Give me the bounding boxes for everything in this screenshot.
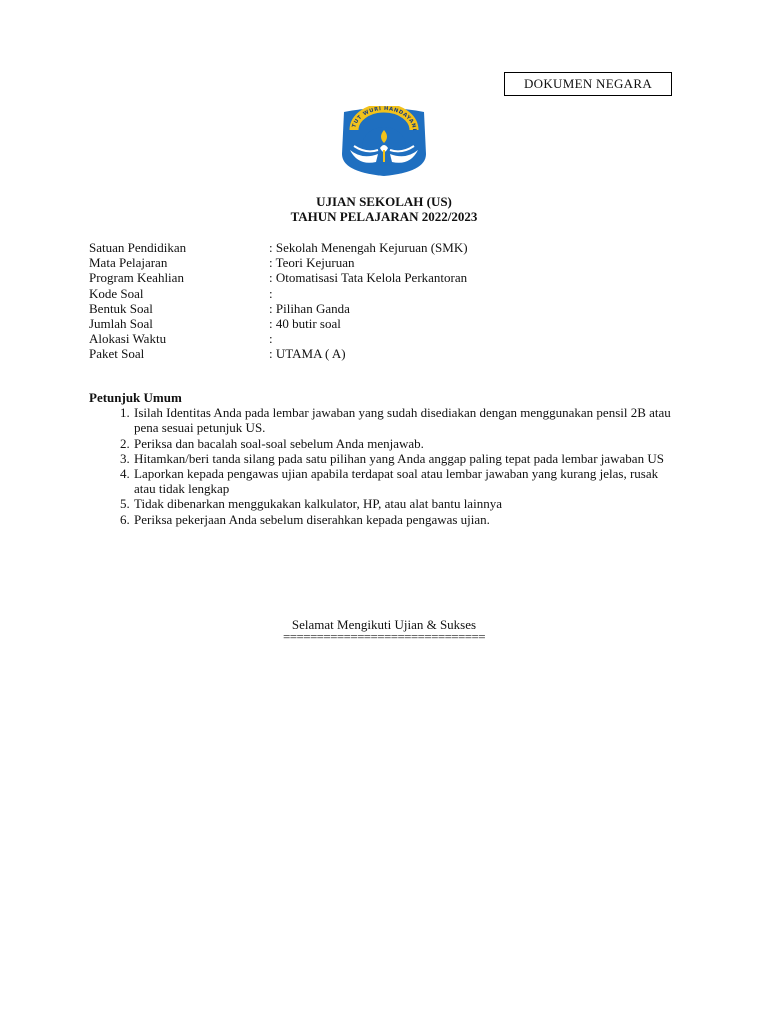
instructions-list <box>89 405 689 527</box>
item-number: 3. <box>120 450 130 466</box>
info-label: Bentuk Soal <box>89 300 153 316</box>
item-text: Isilah Identitas Anda pada lembar jawaban yang sudah disediakan dengan menggunakan pensil 2B atau pena sesuai petunjuk US. <box>134 405 671 436</box>
info-label: Jumlah Soal <box>89 315 153 331</box>
info-value: : Sekolah Menengah Kejuruan (SMK) <box>269 240 468 255</box>
item-number: 5. <box>120 496 130 512</box>
info-value: : Teori Kejuruan <box>269 255 355 271</box>
item-text: Periksa dan bacalah soal-soal sebelum Anda menjawab. <box>134 435 424 451</box>
instructions-heading: Petunjuk Umum <box>89 390 182 405</box>
item-number: 6. <box>120 511 130 527</box>
closing-rule: ============================== <box>283 629 485 644</box>
info-value: : 40 butir soal <box>269 315 341 331</box>
list-item <box>89 451 689 466</box>
list-item <box>89 512 689 527</box>
info-row-alokasi-waktu <box>89 331 468 346</box>
info-label: Mata Pelajaran <box>89 255 168 271</box>
document-classification-label: DOKUMEN NEGARA <box>504 72 672 96</box>
info-row-program-keahlian <box>89 270 468 285</box>
info-value: : Otomatisasi Tata Kelola Perkantoran <box>269 270 468 286</box>
info-value: : <box>269 285 273 301</box>
info-label: Program Keahlian <box>89 270 184 286</box>
item-number: 4. <box>120 466 130 482</box>
exam-title: UJIAN SEKOLAH (US) <box>316 194 452 209</box>
logo-motto: TUT WURI HANDAYANI <box>351 106 418 132</box>
academic-year-title: TAHUN PELAJARAN 2022/2023 <box>290 209 478 224</box>
exam-info-table <box>89 240 468 362</box>
info-row-satuan-pendidikan <box>89 240 468 255</box>
item-text: Hitamkan/beri tanda silang pada satu pilihan yang Anda anggap paling tepat pada lembar jawaban US <box>134 450 664 466</box>
info-row-jumlah-soal <box>89 316 468 331</box>
info-value: : <box>269 331 273 347</box>
general-instructions <box>89 390 689 527</box>
info-row-paket-soal <box>89 346 468 361</box>
info-value: : UTAMA ( A) <box>269 346 346 362</box>
info-label: Satuan Pendidikan <box>89 240 187 255</box>
item-text: Laporkan kepada pengawas ujian apabila terdapat soal atau lembar jawaban yang kurang jelas, rusak atau tidak lengkap <box>134 466 659 497</box>
list-item <box>89 466 689 496</box>
item-text: Periksa pekerjaan Anda sebelum diserahkan kepada pengawas ujian. <box>134 511 490 527</box>
item-text: Tidak dibenarkan menggukakan kalkulator, HP, atau alat bantu lainnya <box>134 496 502 512</box>
info-label: Kode Soal <box>89 285 144 301</box>
list-item <box>89 405 689 435</box>
info-row-mata-pelajaran <box>89 255 468 270</box>
closing-message: Selamat Mengikuti Ujian & Sukses <box>291 617 477 632</box>
list-item <box>89 496 689 511</box>
info-label: Paket Soal <box>89 346 145 362</box>
info-row-kode-soal <box>89 286 468 301</box>
info-label: Alokasi Waktu <box>89 331 167 347</box>
item-number: 1. <box>120 405 130 421</box>
item-number: 2. <box>120 435 130 451</box>
info-value: : Pilihan Ganda <box>269 300 350 316</box>
list-item <box>89 436 689 451</box>
info-row-bentuk-soal <box>89 301 468 316</box>
tut-wuri-handayani-logo <box>336 106 432 178</box>
